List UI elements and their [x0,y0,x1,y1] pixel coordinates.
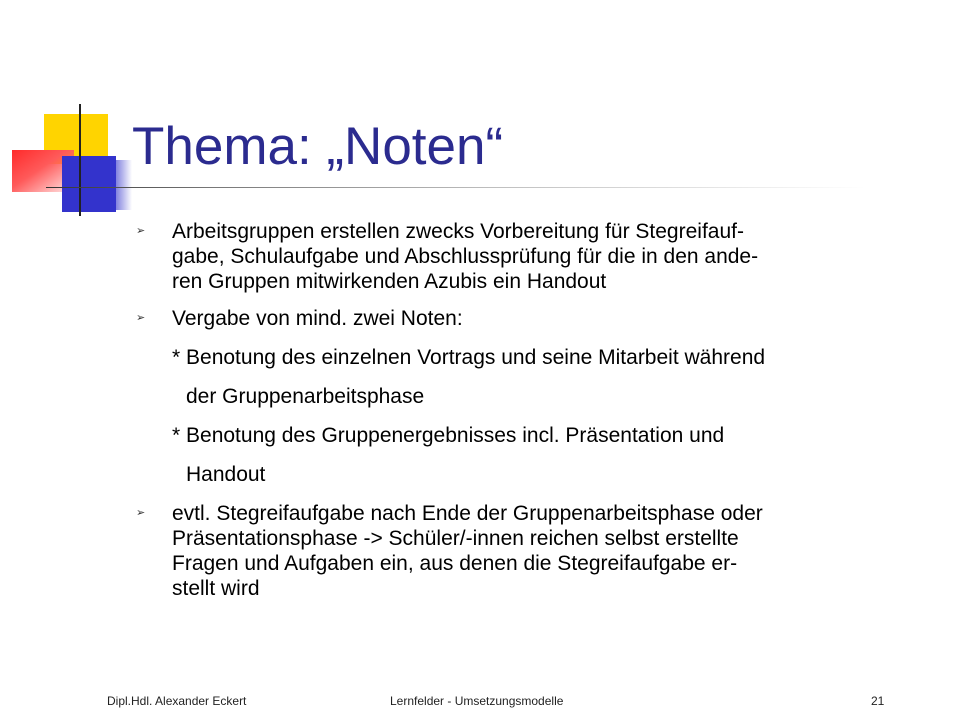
sub-line-group-grade: * Benotung des Gruppenergebnisses incl. Präsentation und [172,424,725,447]
bullet-text-line: Arbeitsgruppen erstellen zwecks Vorbereitung für Stegreifauf- [172,220,744,243]
bullet-arrow-icon: ➢ [136,312,146,324]
footer-topic: Lernfelder - Umsetzungsmodelle [390,694,564,708]
bullet-item-grades [136,306,936,331]
bullet-text-line: Vergabe von mind. zwei Noten: [172,307,463,330]
bullet-text-line: ren Gruppen mitwirkenden Azubis ein Handout [172,270,607,293]
bullet-text-line: Präsentationsphase -> Schüler/-innen reichen selbst erstellte [172,527,739,550]
bullet-item-workgroups [136,219,936,294]
sub-line-continuation: der Gruppenarbeitsphase [186,385,425,408]
bullet-text-line: gabe, Schulaufgabe und Abschlussprüfung für die in den ande- [172,245,759,268]
bullet-text-line: stellt wird [172,577,260,600]
slide-title: Thema: „Noten“ [132,117,504,176]
bullet-item-quiz [136,501,936,601]
logo-blue-fade [106,160,132,210]
bullet-text-line: Fragen und Aufgaben ein, aus denen die Stegreifaufgabe er- [172,552,738,575]
bullet-text-line: evtl. Stegreifaufgabe nach Ende der Gruppenarbeitsphase oder [172,502,763,525]
sub-line-individual-grade: * Benotung des einzelnen Vortrags und seine Mitarbeit während [172,346,766,369]
logo-vertical-line [79,104,81,216]
footer-author: Dipl.Hdl. Alexander Eckert [107,694,247,708]
title-underline [46,187,866,188]
sub-line-continuation: Handout [186,463,266,486]
footer-page-number: 21 [871,694,885,708]
bullet-arrow-icon: ➢ [136,507,146,519]
bullet-arrow-icon: ➢ [136,225,146,237]
slide-body [136,219,936,601]
